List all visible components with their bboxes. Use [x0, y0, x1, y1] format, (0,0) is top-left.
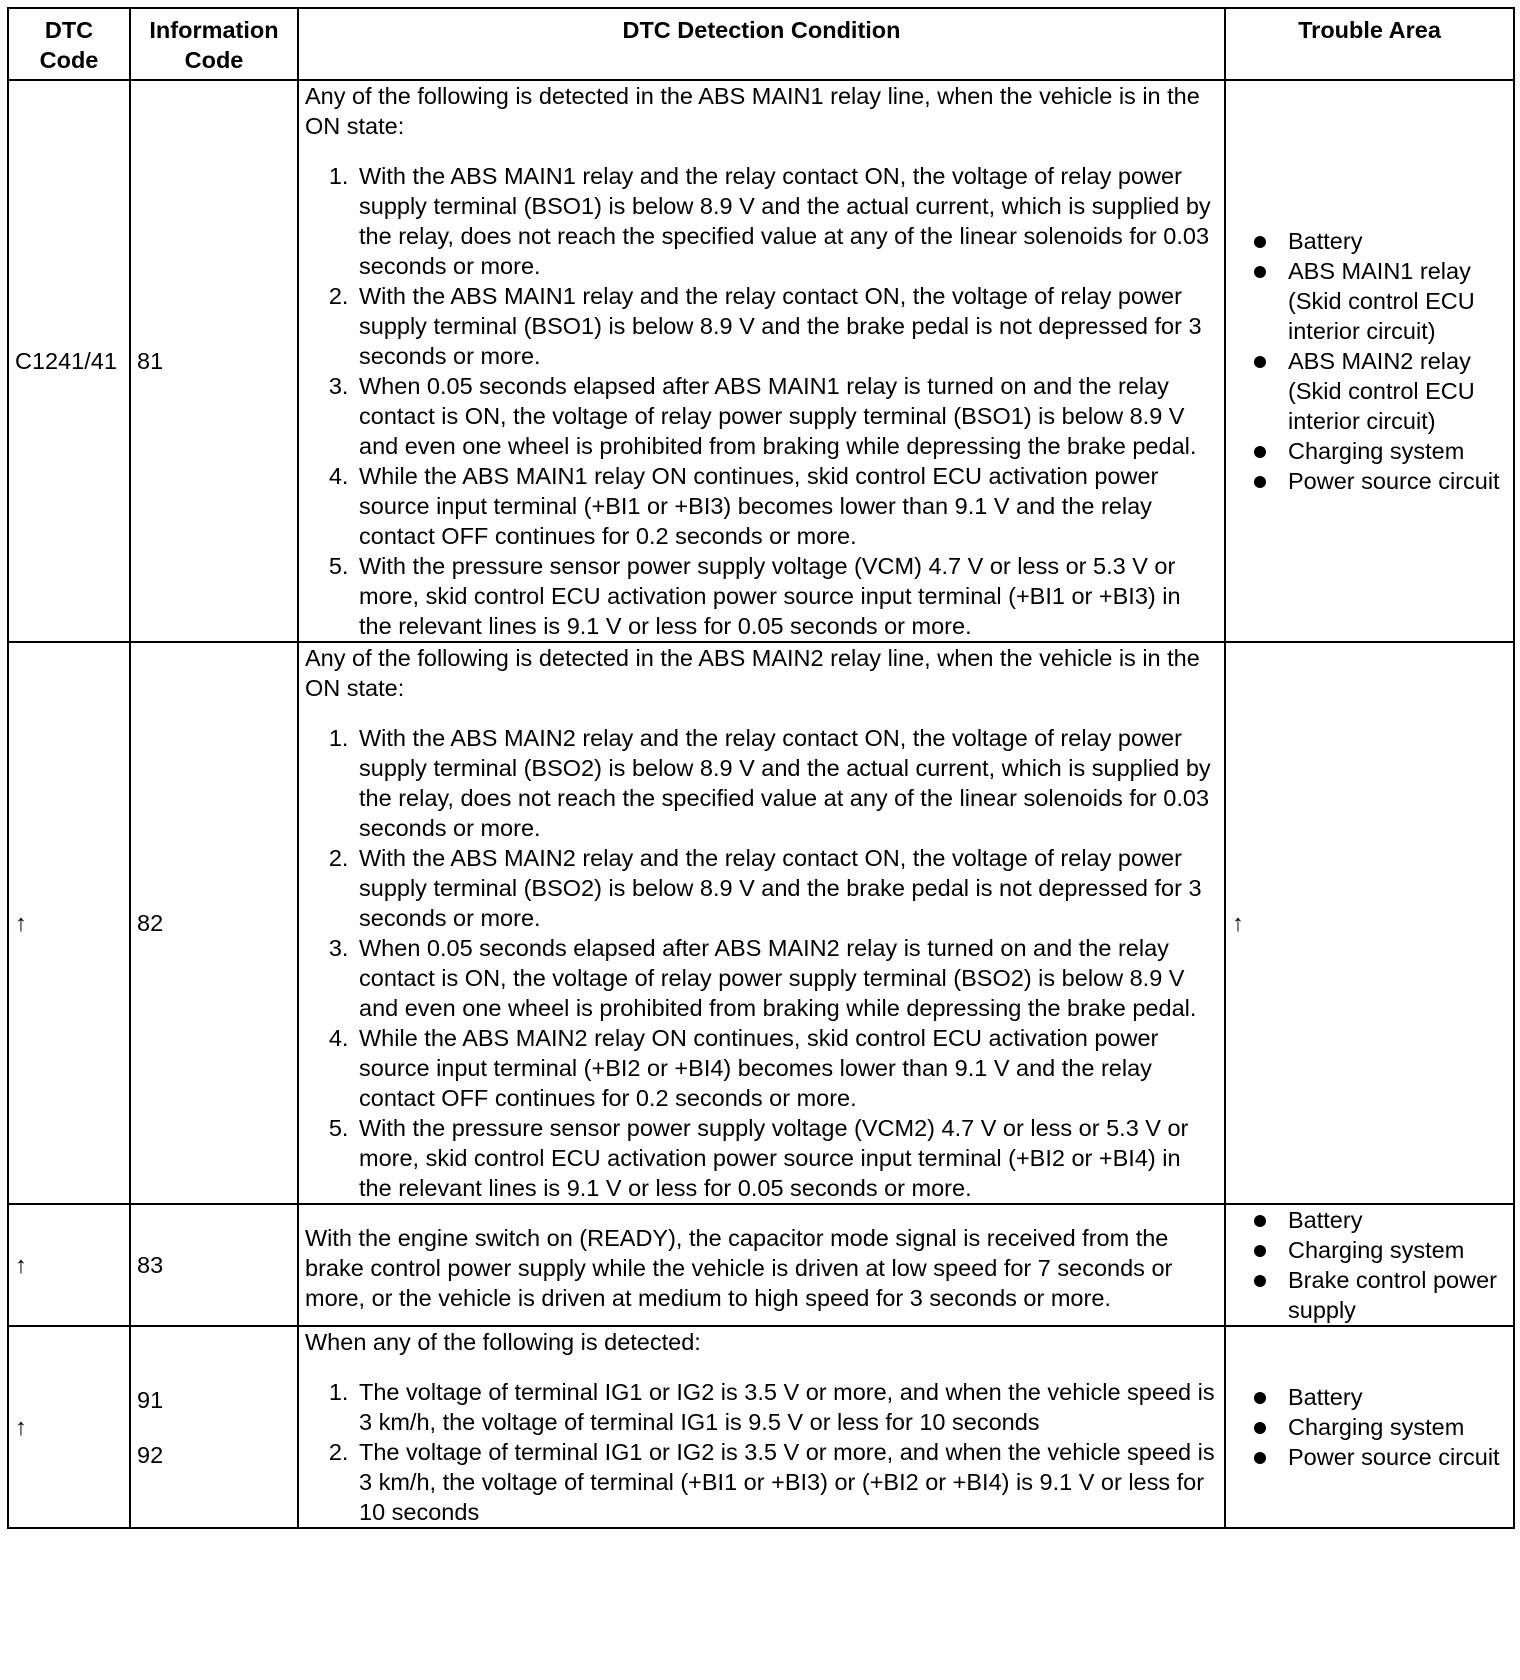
condition-step: 1. The voltage of terminal IG1 or IG2 is 3.5 V or more, and when the vehicle speed is 3 km/h, the voltage of terminal IG1 is 9.5 V or less for 10 seconds [355, 1377, 1218, 1437]
condition-step: 2. The voltage of terminal IG1 or IG2 is 3.5 V or more, and when the vehicle speed is 3 km/h, the voltage of terminal (+BI1 or +BI3) or (+BI2 or +BI4) is 9.1 V or less for 10 seconds [355, 1437, 1218, 1527]
table-row [8, 80, 1514, 642]
detection-condition-cell [298, 1204, 1225, 1326]
trouble-area-cell [1225, 80, 1514, 642]
trouble-area-cell: ↑ [1225, 642, 1514, 1204]
trouble-area-list [1232, 1205, 1507, 1325]
condition-intro: With the engine switch on (READY), the capacitor mode signal is received from the brake control power supply while the vehicle is driven at low speed for 7 seconds or more, or the vehicle is driven at medium to high speed for 3 seconds or more. [305, 1225, 1173, 1311]
dtc-table [7, 7, 1515, 1529]
condition-step: 2. With the ABS MAIN2 relay and the relay contact ON, the voltage of relay power supply terminal (BSO2) is below 8.9 V and the brake pedal is not depressed for 3 seconds or more. [355, 843, 1218, 933]
trouble-area-item: Charging system [1288, 1235, 1507, 1265]
trouble-area-item: Power source circuit [1288, 1442, 1507, 1472]
condition-steps [305, 723, 1218, 1203]
condition-step: 1. With the ABS MAIN2 relay and the relay contact ON, the voltage of relay power supply terminal (BSO2) is below 8.9 V and the actual current, which is supplied by the relay, does not reach the specified value at any of the linear solenoids for 0.03 seconds or more. [355, 723, 1218, 843]
dtc-code-cell: ↑ [8, 1204, 130, 1326]
detection-condition-cell [298, 642, 1225, 1204]
trouble-area-item: Brake control power supply [1288, 1265, 1507, 1325]
condition-step: 5. With the pressure sensor power supply voltage (VCM) 4.7 V or less or 5.3 V or more, skid control ECU activation power source input terminal (+BI1 or +BI3) in the relevant lines is 9.1 V or less for 0.05 seconds or more. [355, 551, 1218, 641]
header-trouble-area: Trouble Area [1225, 8, 1514, 80]
header-detection-condition: DTC Detection Condition [298, 8, 1225, 80]
header-dtc-code: DTC Code [8, 8, 130, 80]
trouble-area-item: Battery [1288, 1382, 1507, 1412]
table-header-row [8, 8, 1514, 80]
dtc-code-cell: C1241/41 [8, 80, 130, 642]
information-code-cell [130, 1326, 298, 1528]
condition-step: 4. While the ABS MAIN1 relay ON continues, skid control ECU activation power source input terminal (+BI1 or +BI3) becomes lower than 9.1 V and the relay contact OFF continues for 0.2 seconds or more. [355, 461, 1218, 551]
header-information-code: Information Code [130, 8, 298, 80]
trouble-area-item: Battery [1288, 1205, 1507, 1235]
trouble-area-cell [1225, 1326, 1514, 1528]
information-code-cell: 82 [130, 642, 298, 1204]
condition-step: 3. When 0.05 seconds elapsed after ABS MAIN1 relay is turned on and the relay contact is ON, the voltage of relay power supply terminal (BSO1) is below 8.9 V and even one wheel is prohibited from braking while depressing the brake pedal. [355, 371, 1218, 461]
trouble-area-item: ABS MAIN1 relay (Skid control ECU interior circuit) [1288, 256, 1507, 346]
trouble-area-item: Charging system [1288, 436, 1507, 466]
condition-steps [305, 161, 1218, 641]
table-row [8, 642, 1514, 1204]
trouble-area-item: Battery [1288, 226, 1507, 256]
condition-step: 5. With the pressure sensor power supply voltage (VCM2) 4.7 V or less or 5.3 V or more, skid control ECU activation power source input terminal (+BI2 or +BI4) in the relevant lines is 9.1 V or less for 0.05 seconds or more. [355, 1113, 1218, 1203]
detection-condition-cell [298, 1326, 1225, 1528]
information-code: 92 [137, 1441, 164, 1468]
condition-step: 4. While the ABS MAIN2 relay ON continues, skid control ECU activation power source input terminal (+BI2 or +BI4) becomes lower than 9.1 V and the relay contact OFF continues for 0.2 seconds or more. [355, 1023, 1218, 1113]
condition-intro: Any of the following is detected in the ABS MAIN1 relay line, when the vehicle is in the ON state: [305, 83, 1200, 139]
trouble-area-item: Charging system [1288, 1412, 1507, 1442]
condition-intro: When any of the following is detected: [305, 1329, 701, 1355]
detection-condition-cell [298, 80, 1225, 642]
condition-step: 1. With the ABS MAIN1 relay and the relay contact ON, the voltage of relay power supply terminal (BSO1) is below 8.9 V and the actual current, which is supplied by the relay, does not reach the specified value at any of the linear solenoids for 0.03 seconds or more. [355, 161, 1218, 281]
condition-intro: Any of the following is detected in the ABS MAIN2 relay line, when the vehicle is in the ON state: [305, 645, 1200, 701]
trouble-area-cell [1225, 1204, 1514, 1326]
trouble-area-item: ABS MAIN2 relay (Skid control ECU interior circuit) [1288, 346, 1507, 436]
condition-steps [305, 1377, 1218, 1527]
trouble-area-list [1232, 226, 1507, 496]
condition-step: 2. With the ABS MAIN1 relay and the relay contact ON, the voltage of relay power supply terminal (BSO1) is below 8.9 V and the brake pedal is not depressed for 3 seconds or more. [355, 281, 1218, 371]
information-code: 91 [137, 1386, 164, 1413]
dtc-code-cell: ↑ [8, 642, 130, 1204]
table-row [8, 1326, 1514, 1528]
condition-step: 3. When 0.05 seconds elapsed after ABS MAIN2 relay is turned on and the relay contact is ON, the voltage of relay power supply terminal (BSO2) is below 8.9 V and even one wheel is prohibited from braking while depressing the brake pedal. [355, 933, 1218, 1023]
trouble-area-item: Power source circuit [1288, 466, 1507, 496]
information-code-cell: 81 [130, 80, 298, 642]
information-code-cell: 83 [130, 1204, 298, 1326]
dtc-code-cell: ↑ [8, 1326, 130, 1528]
table-row [8, 1204, 1514, 1326]
dtc-document [7, 7, 1513, 1529]
trouble-area-list [1232, 1382, 1507, 1472]
